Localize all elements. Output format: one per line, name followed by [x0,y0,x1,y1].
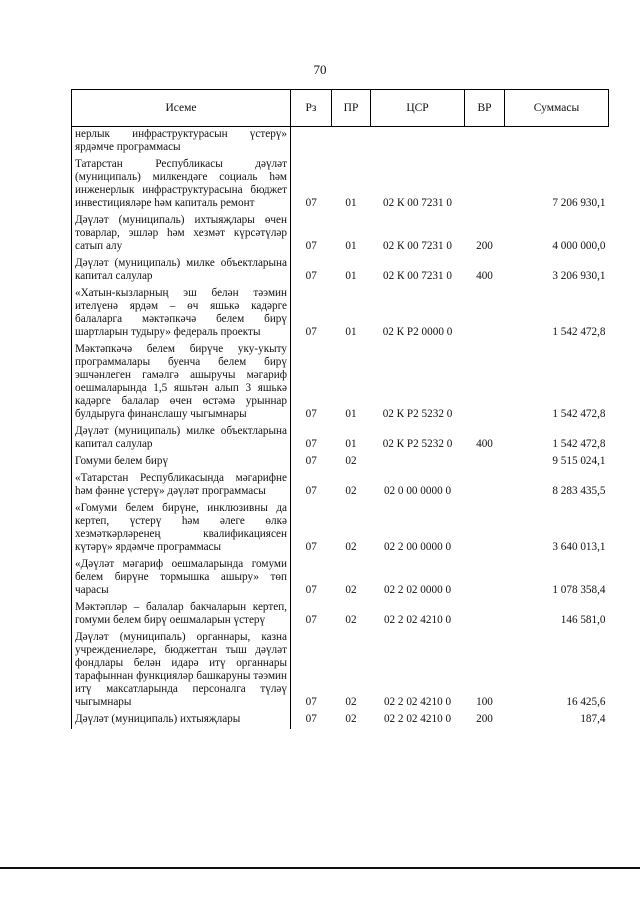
table-row [72,127,609,158]
cell-pr: 01 [345,326,357,338]
budget-table [71,89,609,729]
cell-sum [505,127,609,158]
table-row [72,342,609,424]
cell-csr: 02 К Р2 5232 0 [382,438,453,450]
cell-name: «Дәүләт мәгариф оешмаларында гомуми белем бирүне тормышка ашыру» төп чарасы [72,557,291,600]
cell-csr: 02 К 00 7231 0 [383,197,452,209]
cell-csr: 02 2 00 0000 0 [383,541,452,553]
cell-name: Дәүләт (муниципаль) органнары, казна учреждениеләре, бюджеттан тыш дәүләт фондлары белән идарә итү органнары тарафыннан функцияләр башкаруны тәэмин итү максатларында персоналга түләү чыгымнары [72,630,291,712]
table-row [72,471,609,501]
table-row [72,712,609,729]
table-row [72,630,609,712]
header-name: Исеме [72,90,291,127]
cell-name: «Гомуми белем бирүне, инклюзивны да кертеп, үстерү һәм әлеге өлкә хезмәткәрләренең квалификациясен күтәрү» ярдәмче программасы [72,501,291,557]
cell-sum: 7 206 930,1 [552,197,606,209]
cell-rz: 07 [305,696,317,708]
cell-csr: 02 К 00 7231 0 [383,240,452,252]
table-row [72,501,609,557]
cell-vr [465,454,505,471]
cell-rz: 07 [305,713,317,725]
cell-rz: 07 [305,197,317,209]
cell-rz: 07 [305,485,317,497]
cell-pr: 02 [345,455,357,467]
cell-sum: 146 581,0 [560,614,606,626]
table-body [72,127,609,730]
table-row [72,286,609,342]
cell-vr [465,600,505,630]
page-number: 70 [313,62,327,77]
cell-csr: 02 К 00 7231 0 [383,270,452,282]
cell-pr [332,127,371,158]
cell-csr: 02 2 02 4210 0 [383,614,452,626]
cell-pr: 02 [345,614,357,626]
cell-vr: 400 [476,270,493,282]
cell-rz: 07 [305,455,317,467]
table-row [72,213,609,256]
cell-name: Мәктәпкәчә белем бирүче уку-укыту программалары буенча белем бирү эшчәнлеген гамәлгә ашыручы мәгариф оешмаларында 1,5 яшьтән алып 3 яшькә кадәрге балалар өчен өстәмә урыннар булдыруга финанслашу чыгымнары [72,342,291,424]
cell-pr: 02 [345,541,357,553]
cell-name: Татарстан Республикасы дәүләт (муниципаль) милкендәге социаль һәм инженерлык инфраструктурасына бюджет инвестицияләре һәм капиталь ремонт [72,157,291,213]
cell-pr: 02 [345,584,357,596]
table-row [72,557,609,600]
cell-csr: 02 2 02 4210 0 [383,713,452,725]
cell-csr [371,127,465,158]
cell-pr: 01 [345,197,357,209]
cell-sum: 1 542 472,8 [552,326,606,338]
cell-sum: 1 078 358,4 [552,584,606,596]
cell-name: нерлык инфраструктурасын үстерү» ярдәмче программасы [72,127,291,158]
cell-pr: 02 [345,696,357,708]
cell-pr: 01 [345,270,357,282]
header-pr: ПР [332,90,371,127]
cell-rz: 07 [305,541,317,553]
cell-name: «Хатын-кызларның эш белән тәэмин ителүенә ярдәм – өч яшькә кадәрге балаларга мәктәпкәчә белем бирү шартларын тудыру» федераль проекты [72,286,291,342]
cell-sum: 9 515 024,1 [552,455,606,467]
budget-table-container [71,89,608,729]
cell-vr [465,471,505,501]
table-row [72,256,609,286]
cell-vr: 200 [476,713,493,725]
cell-pr: 02 [345,713,357,725]
cell-name: Дәүләт (муниципаль) ихтыяҗлары [72,712,291,729]
cell-pr: 01 [345,408,357,420]
header-rz: Рз [291,90,332,127]
cell-sum: 16 425,6 [566,696,606,708]
cell-rz: 07 [305,240,317,252]
cell-csr: 02 К Р2 5232 0 [382,408,453,420]
table-row [72,454,609,471]
table-header [72,90,609,127]
table-row [72,157,609,213]
cell-sum: 1 542 472,8 [552,408,606,420]
cell-vr [465,127,505,158]
cell-vr [465,557,505,600]
cell-vr: 400 [476,438,493,450]
cell-rz: 07 [305,614,317,626]
cell-name: Дәүләт (муниципаль) милке объектларына капитал салулар [72,256,291,286]
cell-sum: 3 206 930,1 [552,270,606,282]
cell-name: Дәүләт (муниципаль) ихтыяҗлары өчен товарлар, эшләр һәм хезмәт күрсәтүләр сатып алу [72,213,291,256]
cell-pr: 01 [345,438,357,450]
cell-vr [465,501,505,557]
cell-vr: 200 [476,240,493,252]
cell-rz: 07 [305,408,317,420]
cell-sum: 8 283 435,5 [552,485,606,497]
cell-csr: 02 2 02 0000 0 [383,584,452,596]
cell-vr: 100 [476,696,493,708]
cell-vr [465,342,505,424]
cell-rz: 07 [305,584,317,596]
cell-csr: 02 2 02 4210 0 [383,696,452,708]
cell-csr [371,454,465,471]
cell-sum: 1 542 472,8 [552,438,606,450]
cell-vr [465,157,505,213]
cell-name: Мәктәпләр – балалар бакчаларын кертеп, гомуми белем бирү оешмаларын үстерү [72,600,291,630]
table-row [72,600,609,630]
bottom-rule [0,867,640,869]
cell-sum: 4 000 000,0 [552,240,606,252]
cell-csr: 02 0 00 0000 0 [383,485,452,497]
cell-sum: 3 640 013,1 [552,541,606,553]
cell-sum: 187,4 [580,713,606,725]
header-vr: ВР [465,90,505,127]
cell-vr [465,286,505,342]
cell-rz [291,127,332,158]
cell-pr: 02 [345,485,357,497]
cell-csr: 02 К Р2 0000 0 [382,326,453,338]
cell-name: «Татарстан Республикасында мәгарифне һәм фәнне үстерү» дәүләт программасы [72,471,291,501]
cell-rz: 07 [305,270,317,282]
cell-rz: 07 [305,438,317,450]
cell-name: Дәүләт (муниципаль) милке объектларына капитал салулар [72,424,291,454]
cell-rz: 07 [305,326,317,338]
cell-pr: 01 [345,240,357,252]
table-row [72,424,609,454]
cell-name: Гомуми белем бирү [72,454,291,471]
header-sum: Суммасы [505,90,609,127]
header-csr: ЦСР [371,90,465,127]
